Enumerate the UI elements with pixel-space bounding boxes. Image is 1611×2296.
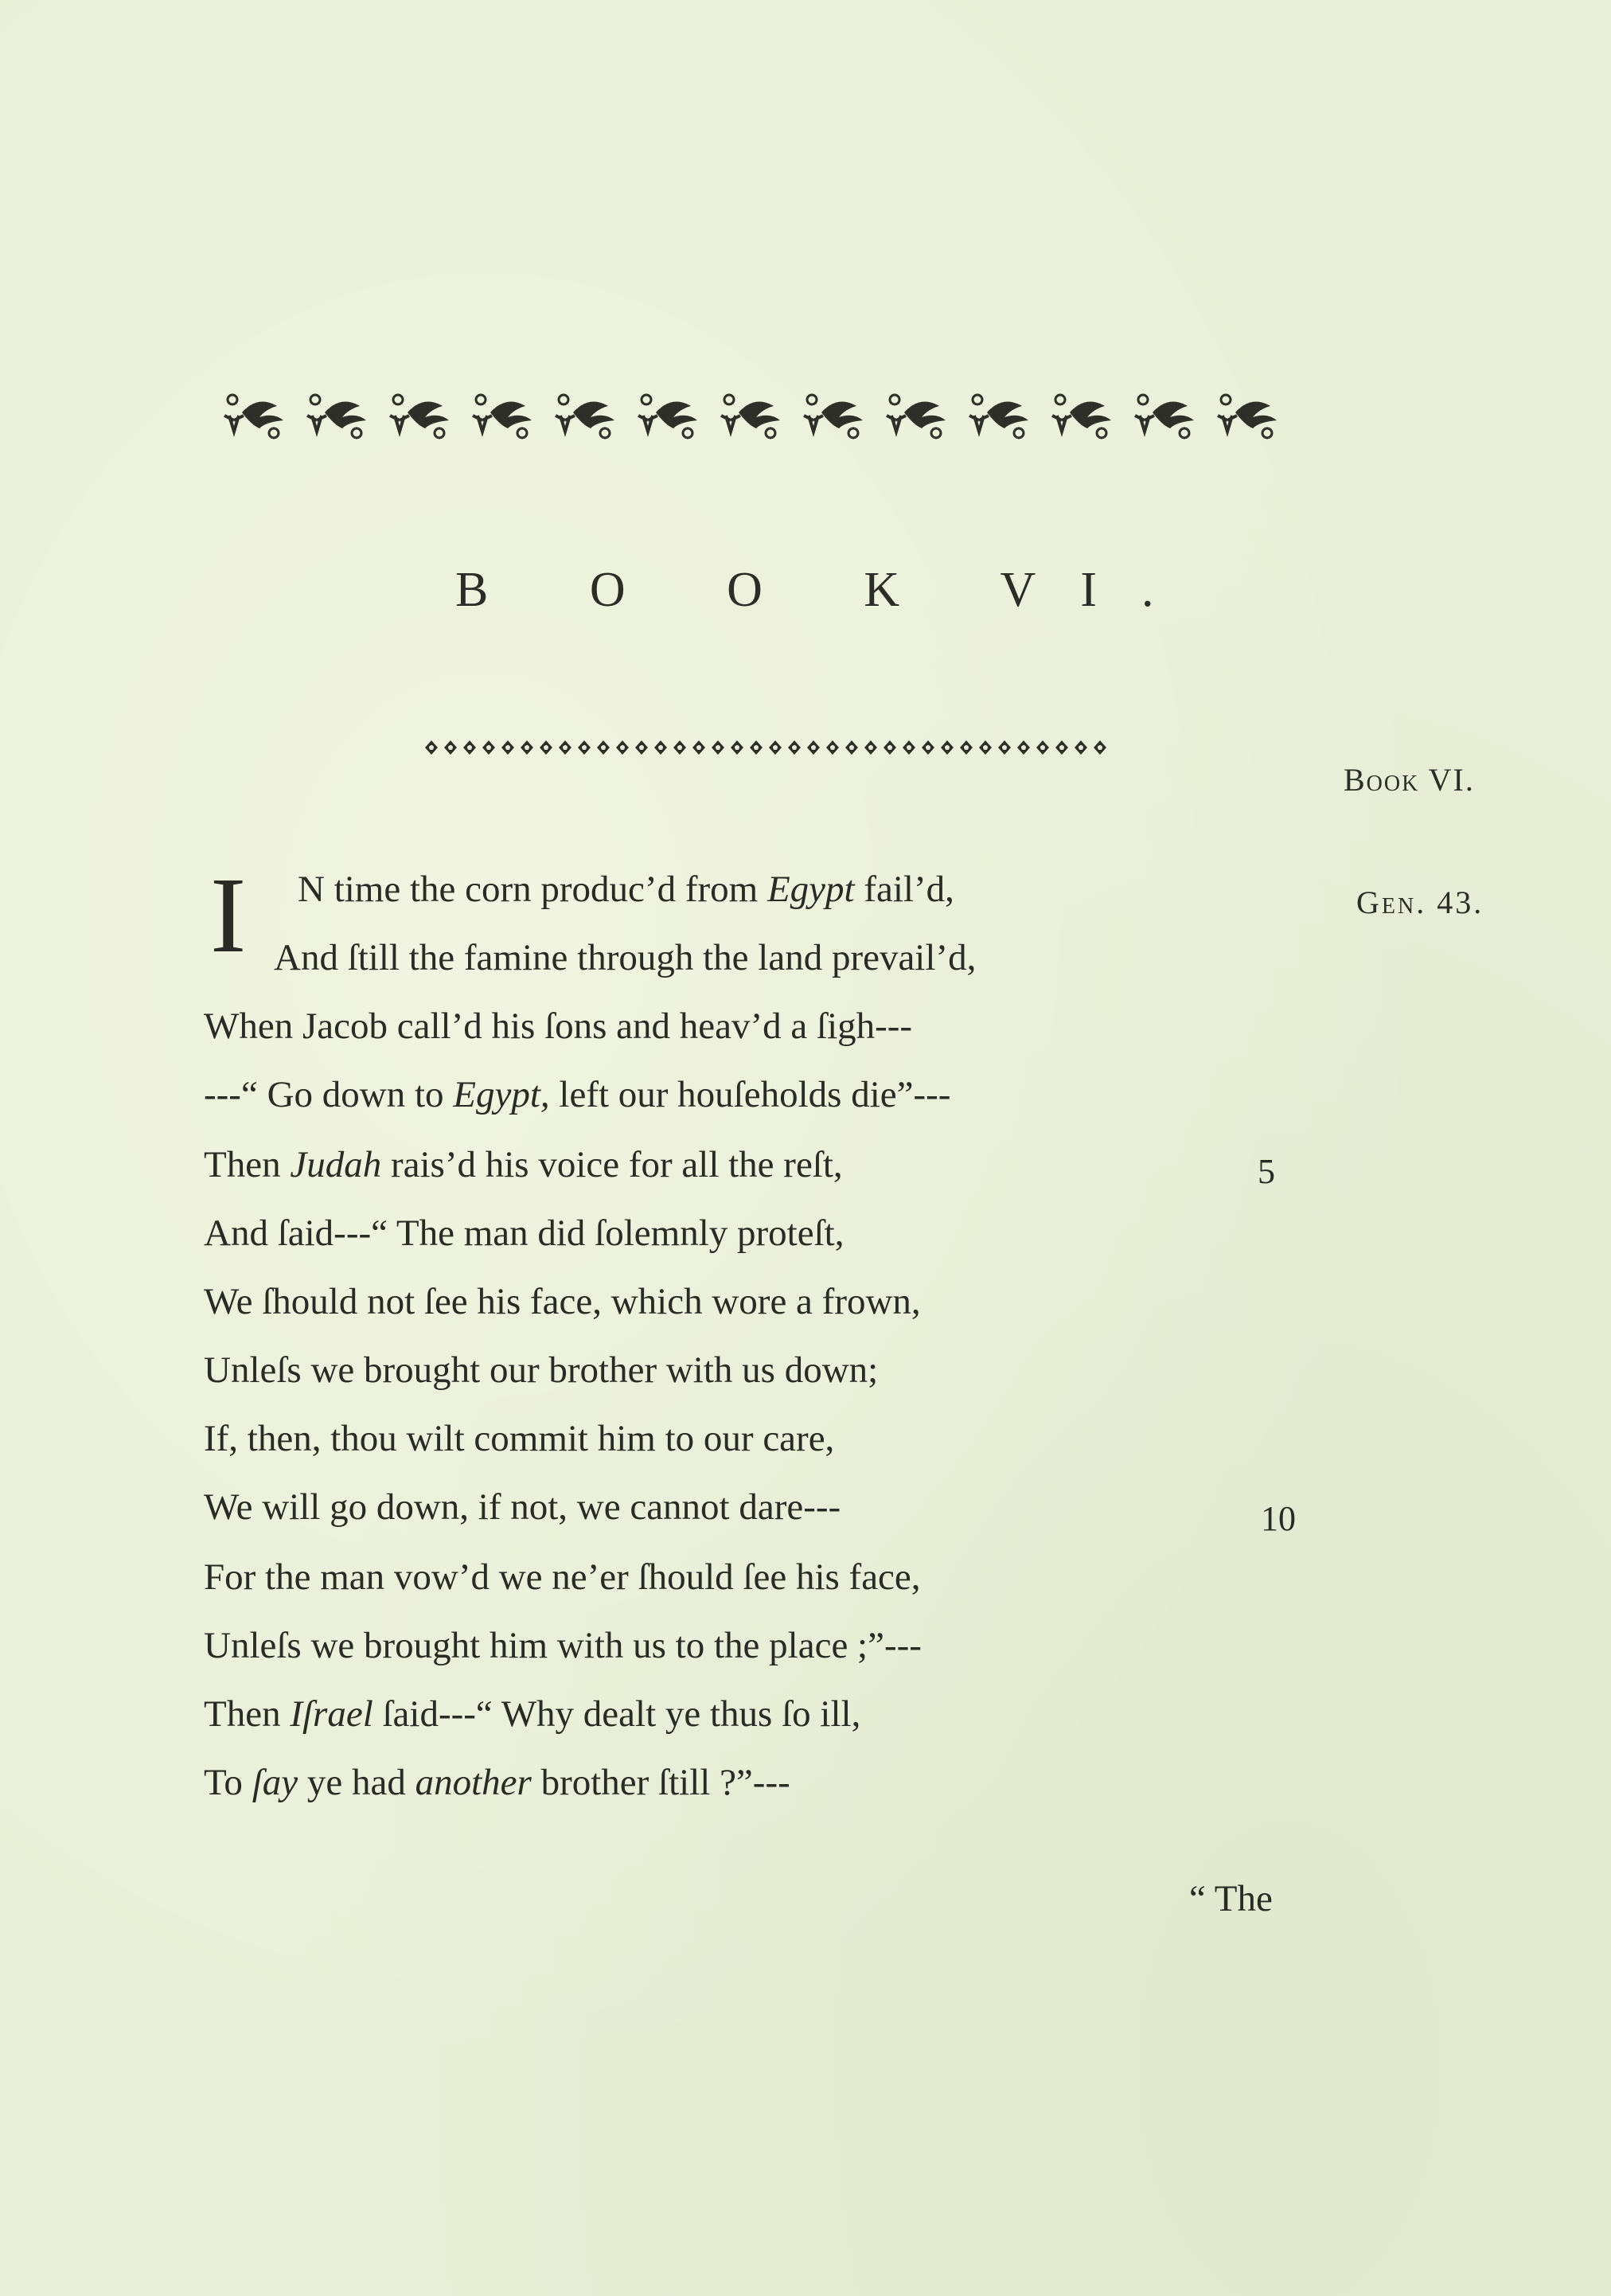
line-text: ſaid---“ Why dealt ye thus ſo ill, xyxy=(373,1693,861,1735)
line-text: We will go down, if not, we cannot dare--- xyxy=(204,1486,841,1528)
poem-line xyxy=(274,936,976,979)
poem-line xyxy=(204,1212,844,1255)
italic-text: Judah xyxy=(290,1144,382,1185)
poem-line xyxy=(204,1486,841,1529)
book-title: B O O K VI. xyxy=(455,563,1199,617)
line-text: ---“ Go down to xyxy=(204,1074,454,1115)
italic-text: ſay xyxy=(252,1762,298,1803)
drop-cap: I xyxy=(210,856,247,975)
ornamental-rule xyxy=(417,736,1106,759)
line-text: ye had xyxy=(298,1762,415,1803)
italic-text: Egypt xyxy=(766,869,855,910)
poem-line xyxy=(204,1417,834,1460)
italic-text: Iſrael xyxy=(290,1693,373,1735)
line-text: Unleſs we brought our brother with us down; xyxy=(204,1349,879,1391)
poem-line xyxy=(204,1761,790,1804)
line-number: 5 xyxy=(1258,1152,1275,1191)
line-text: We ſhould not ſee his face, which wore a frown, xyxy=(204,1281,921,1322)
garland-ornament xyxy=(209,389,1299,444)
line-text: Then xyxy=(204,1693,291,1735)
catchword: “ The xyxy=(1189,1878,1273,1919)
line-text: And ſtill the famine through the land prevail’d, xyxy=(274,937,977,978)
line-text: And ſaid---“ The man did ſolemnly proteſt, xyxy=(204,1212,845,1254)
poem-line xyxy=(298,868,954,911)
line-text: N time the corn produc’d from xyxy=(298,869,767,910)
line-text: For the man vow’d we ne’er ſhould ſee his face, xyxy=(204,1556,921,1598)
italic-text: another xyxy=(415,1762,532,1803)
line-text: If, then, thou wilt commit him to our care, xyxy=(204,1418,835,1459)
line-text: To xyxy=(204,1762,252,1803)
line-text: Then xyxy=(204,1144,291,1185)
margin-scripture-reference: Gen. 43. xyxy=(1356,884,1484,920)
line-text: brother ſtill ?”--- xyxy=(531,1762,790,1803)
line-text: fail’d, xyxy=(854,869,954,910)
line-text: When Jacob call’d his ſons and heav’d a ſigh--- xyxy=(204,1005,913,1047)
poem-line xyxy=(204,1556,921,1599)
poem-line xyxy=(204,1693,860,1736)
line-number: 10 xyxy=(1261,1499,1296,1538)
poem-line xyxy=(204,1280,921,1323)
poem-line xyxy=(204,1143,843,1186)
line-text: rais’d his voice for all the reſt, xyxy=(381,1144,843,1185)
poem-line xyxy=(204,1005,912,1048)
line-text: left our houſeholds die”--- xyxy=(549,1074,951,1115)
poem-line xyxy=(204,1073,950,1116)
margin-book-label: Book VI. xyxy=(1344,762,1475,798)
poem-line xyxy=(204,1349,878,1392)
line-text: Unleſs we brought him with us to the place ;”--- xyxy=(204,1625,922,1666)
poem-line xyxy=(204,1624,922,1667)
italic-text: Egypt, xyxy=(453,1074,550,1115)
